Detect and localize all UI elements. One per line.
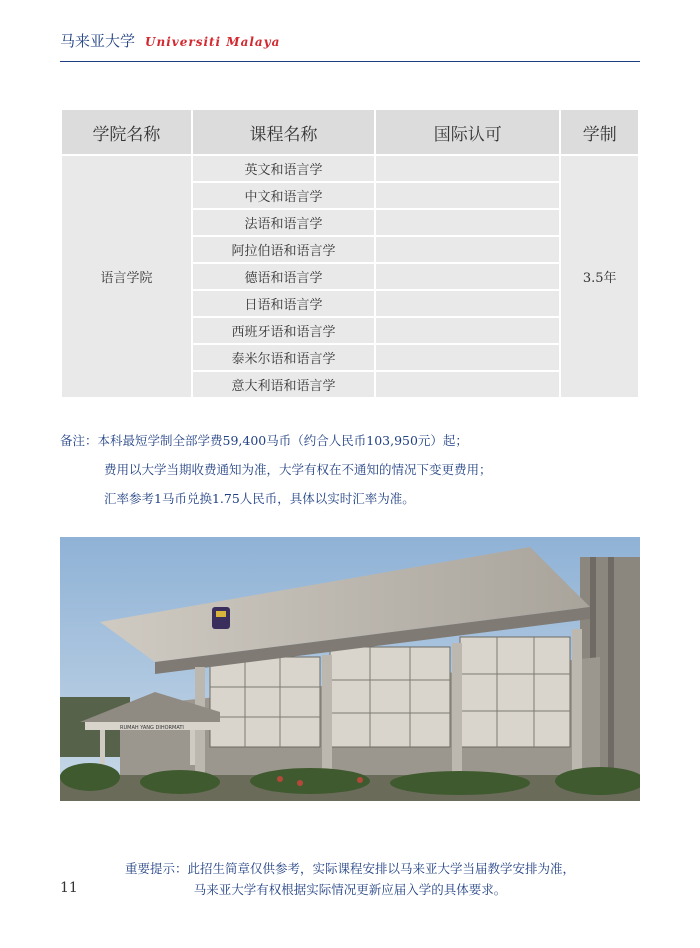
header-accreditation: 国际认可 xyxy=(376,110,559,154)
duration-cell: 3.5年 xyxy=(561,156,638,397)
notes xyxy=(60,426,640,513)
header-course: 课程名称 xyxy=(193,110,374,154)
accreditation-cell xyxy=(376,210,559,235)
course-cell: 德语和语言学 xyxy=(193,264,374,289)
course-cell: 日语和语言学 xyxy=(193,291,374,316)
course-cell: 阿拉伯语和语言学 xyxy=(193,237,374,262)
note-line: 备注：本科最短学制全部学费59,400马币（约合人民币103,950元）起； xyxy=(60,433,468,448)
note-line: 费用以大学当期收费通知为准，大学有权在不通知的情况下变更费用； xyxy=(104,462,492,477)
accreditation-cell xyxy=(376,372,559,397)
course-cell: 泰米尔语和语言学 xyxy=(193,345,374,370)
accreditation-cell xyxy=(376,318,559,343)
notice-line: 重要提示：此招生简章仅供参考，实际课程安排以马来亚大学当届教学安排为准， xyxy=(124,861,575,876)
entrance-sign: RUMAH YANG DIHORMATI xyxy=(120,725,184,731)
course-table xyxy=(60,108,640,399)
accreditation-cell xyxy=(376,345,559,370)
course-cell: 法语和语言学 xyxy=(193,210,374,235)
notice-line: 马来亚大学有权根据实际情况更新应届入学的具体要求。 xyxy=(193,882,507,897)
course-cell: 意大利语和语言学 xyxy=(193,372,374,397)
note-line: 汇率参考1马币兑换1.75人民币，具体以实时汇率为准。 xyxy=(104,491,415,506)
accreditation-cell xyxy=(376,183,559,208)
accreditation-cell xyxy=(376,237,559,262)
header-rule xyxy=(60,61,640,62)
accreditation-cell xyxy=(376,156,559,181)
building-illustration xyxy=(60,537,640,801)
table-header-row xyxy=(62,110,638,154)
accreditation-cell xyxy=(376,264,559,289)
header-title-cn: 马来亚大学 xyxy=(60,32,136,50)
page-number: 11 xyxy=(60,880,78,896)
table-row xyxy=(62,156,638,181)
course-cell: 英文和语言学 xyxy=(193,156,374,181)
course-cell: 中文和语言学 xyxy=(193,183,374,208)
course-cell: 西班牙语和语言学 xyxy=(193,318,374,343)
header-duration: 学制 xyxy=(561,110,638,154)
header-title-en: Universiti Malaya xyxy=(145,35,281,49)
important-notice xyxy=(0,858,700,900)
campus-building-photo xyxy=(60,537,640,801)
faculty-cell: 语言学院 xyxy=(62,156,191,397)
page-header xyxy=(60,30,280,51)
header-faculty: 学院名称 xyxy=(62,110,191,154)
accreditation-cell xyxy=(376,291,559,316)
